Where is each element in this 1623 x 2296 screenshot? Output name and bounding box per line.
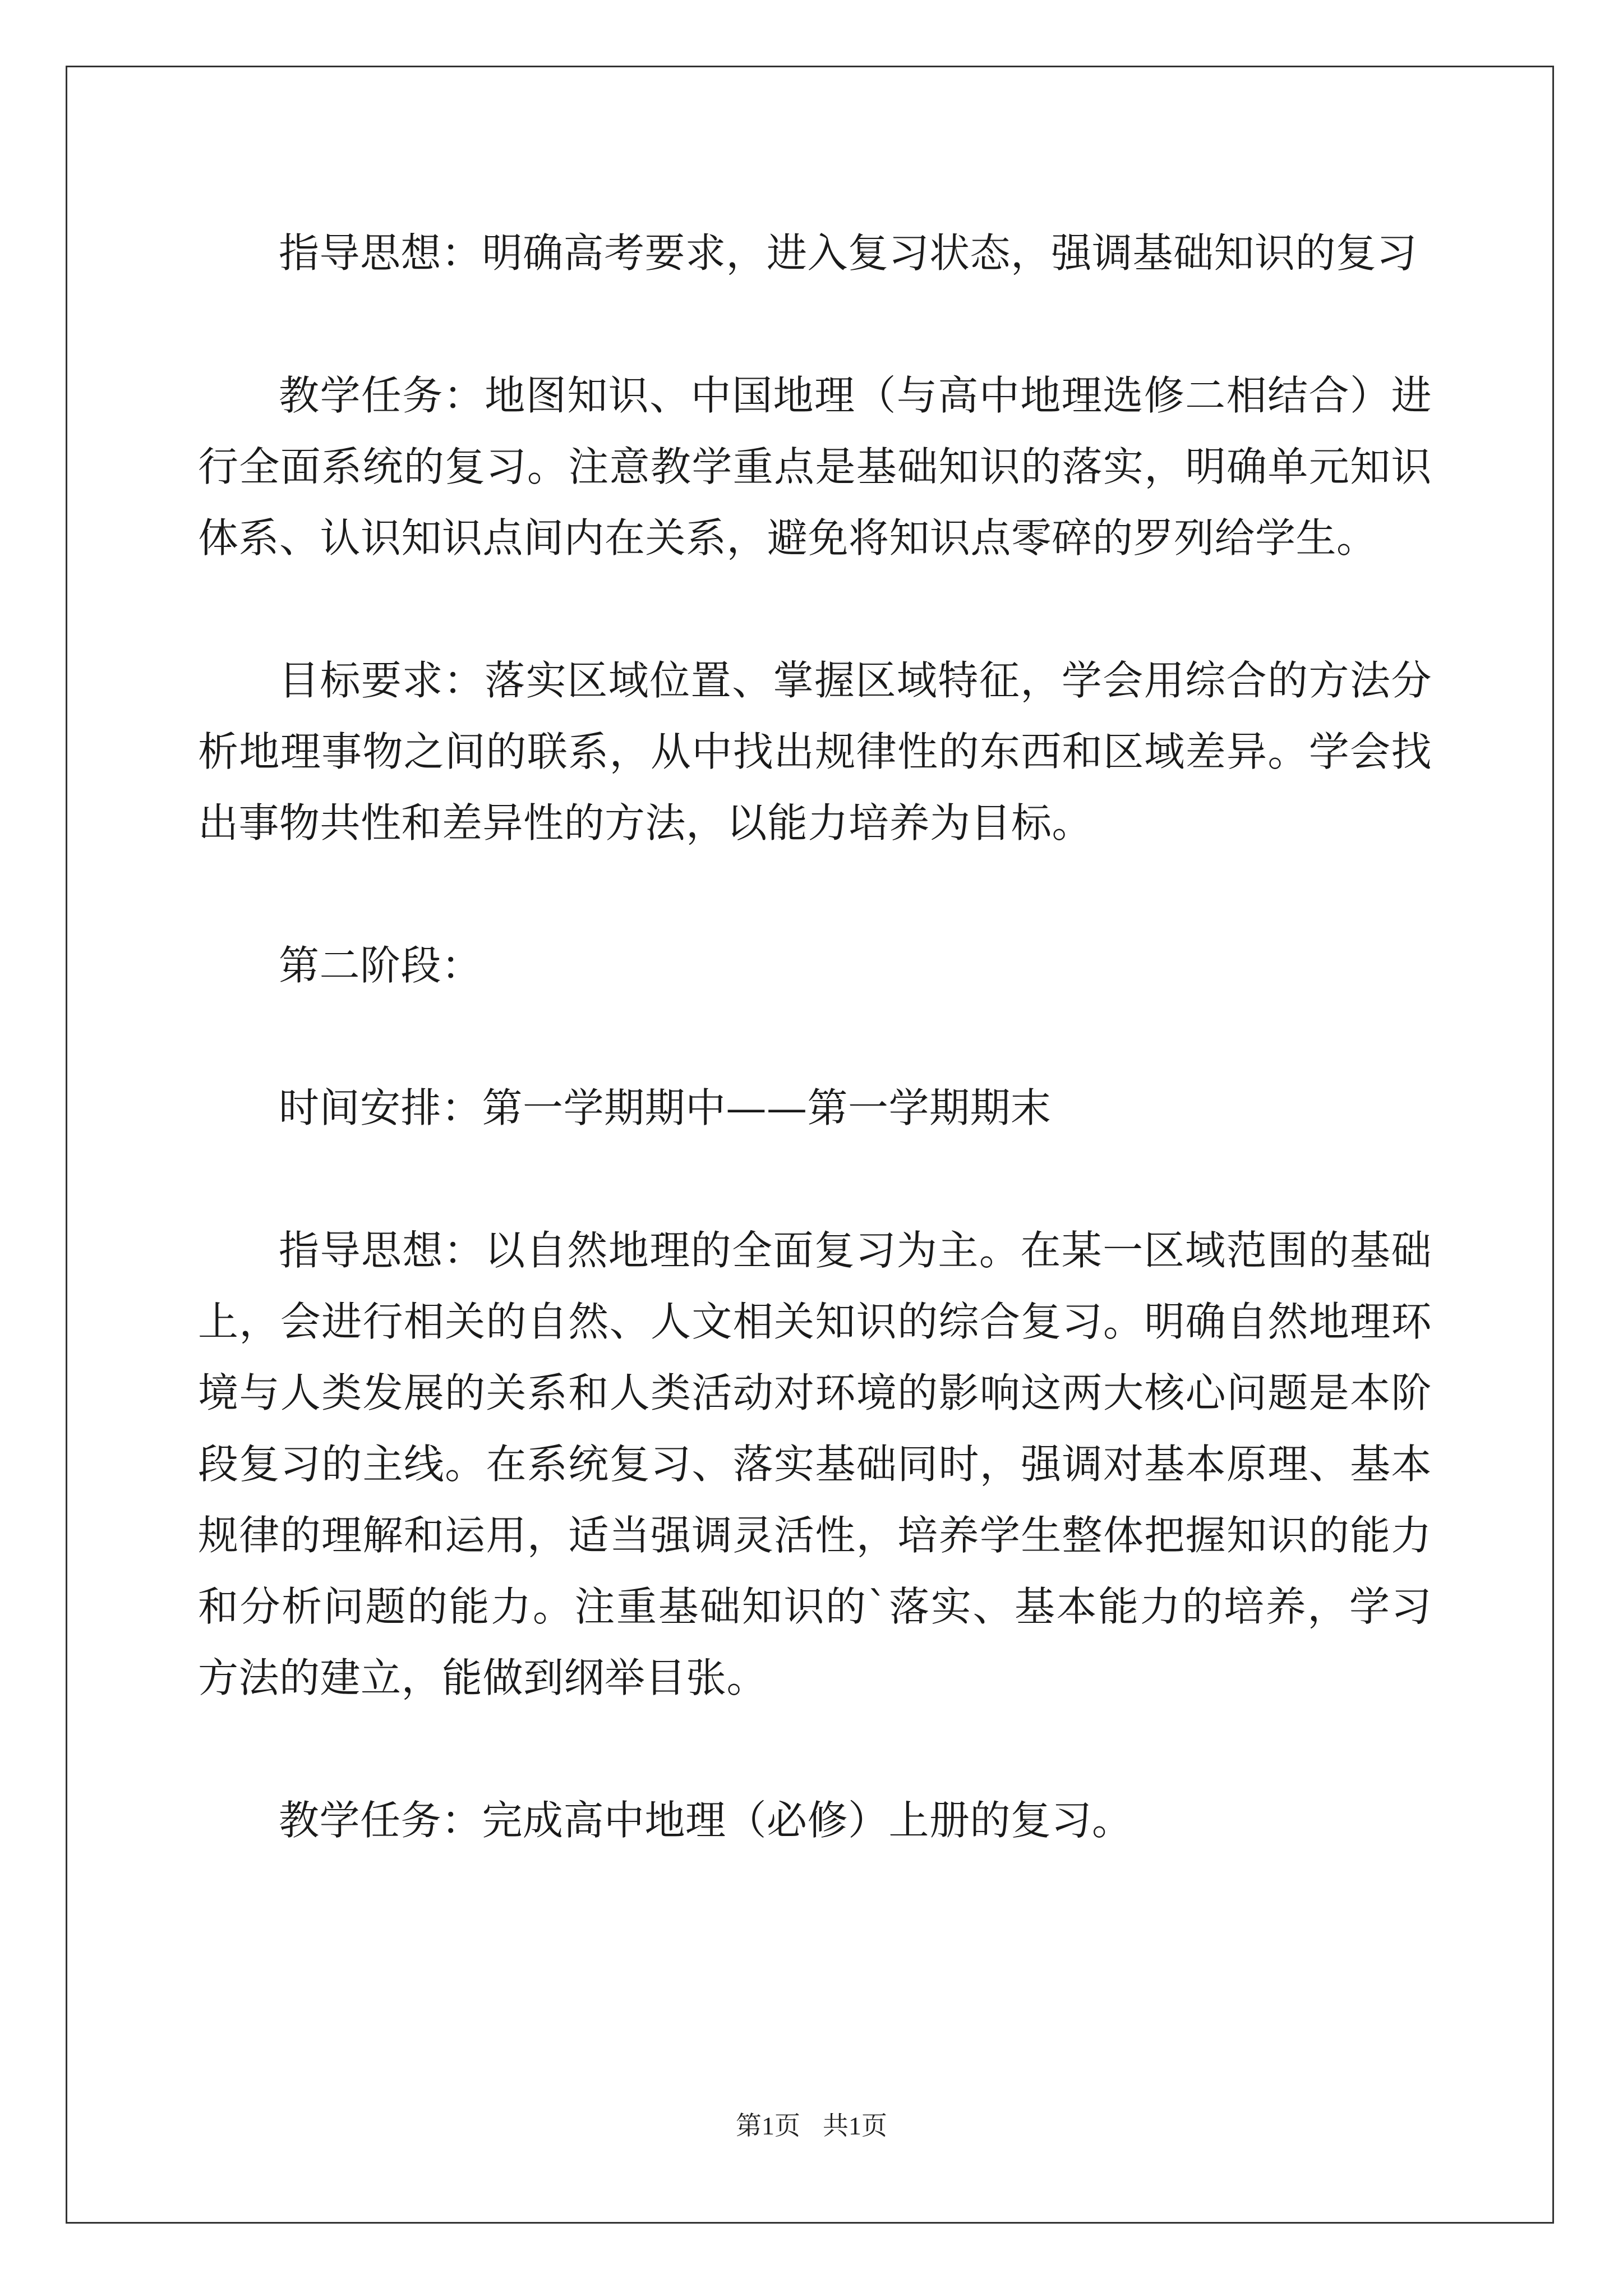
document-body bbox=[198, 218, 1432, 1856]
paragraph-teaching-task-stage-two: 教学任务：完成高中地理（必修）上册的复习。 bbox=[279, 1797, 1133, 1844]
paragraph-stage-two-heading: 第二阶段： bbox=[279, 942, 482, 989]
paragraph-guiding-idea: 指导思想：明确高考要求，进入复习状态，强调基础知识的复习 bbox=[279, 229, 1418, 277]
paragraph-goal-requirements: 目标要求：落实区域位置、掌握区域特征，学会用综合的方法分析地理事物之间的联系，从中找出规律性的东西和区域差异。学会找出事物共性和差异性的方法，以能力培养为目标。 bbox=[198, 657, 1432, 846]
page-number-current: 第1页 bbox=[736, 2111, 800, 2140]
paragraph-teaching-task: 教学任务：地图知识、中国地理（与高中地理选修二相结合）进行全面系统的复习。注意教学重点是基础知识的落实，明确单元知识体系、认识知识点间内在关系，避免将知识点零碎的罗列给学生。 bbox=[198, 372, 1432, 562]
page-footer bbox=[0, 2109, 1623, 2143]
paragraph-guiding-idea-stage-two: 指导思想：以自然地理的全面复习为主。在某一区域范围的基础上，会进行相关的自然、人文相关知识的综合复习。明确自然地理环境与人类发展的关系和人类活动对环境的影响这两大核心问题是本阶段复习的主线。在系统复习、落实基础同时，强调对基本原理、基本规律的理解和运用，适当强调灵活性，培养学生整体把握知识的能力和分析问题的能力。注重基础知识的`落实、基本能力的培养，学习方法的建立，能做到纲举目张。 bbox=[198, 1227, 1432, 1701]
paragraph-time-schedule: 时间安排：第一学期期中——第一学期期末 bbox=[279, 1084, 1052, 1131]
page-number-total: 共1页 bbox=[823, 2111, 887, 2140]
